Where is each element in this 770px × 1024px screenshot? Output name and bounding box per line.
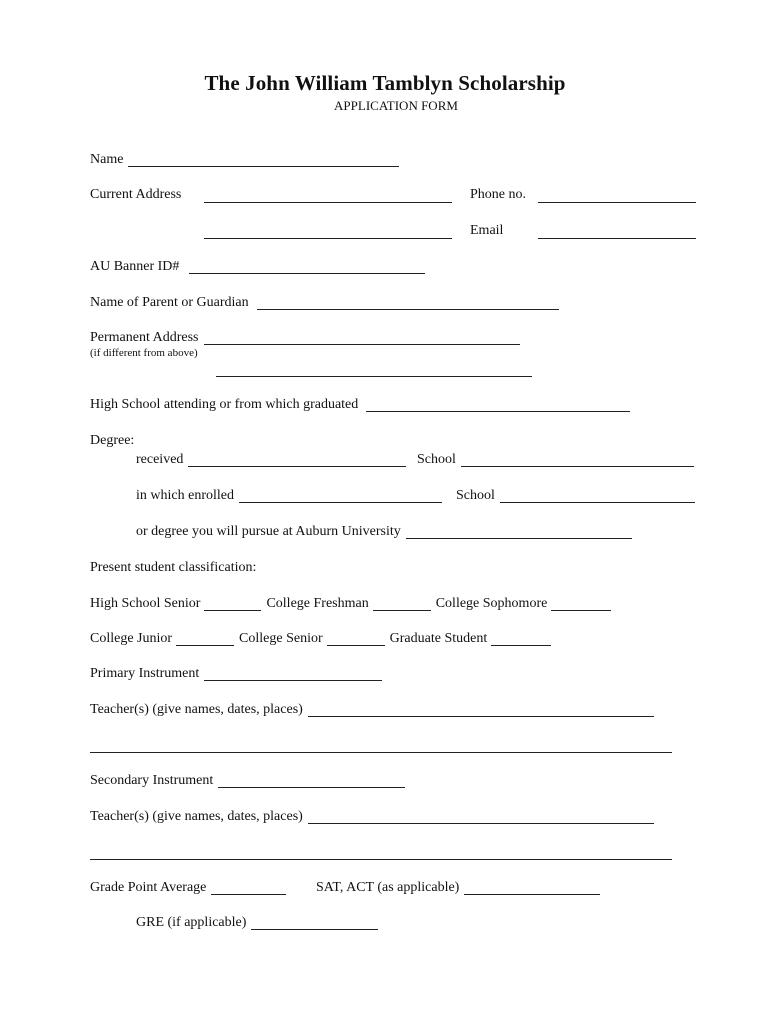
degree-pursue-row [136, 523, 632, 541]
degree-received-label: received [136, 452, 184, 467]
college-sophomore-field[interactable] [551, 597, 611, 611]
college-sophomore-label: College Sophomore [435, 596, 548, 611]
name-label: Name [90, 152, 124, 167]
permanent-address-label: Permanent Address [90, 330, 199, 345]
secondary-instrument-label: Secondary Instrument [90, 773, 214, 788]
primary-instrument-row [90, 665, 382, 683]
classification-label: Present student classification: [90, 560, 257, 575]
permanent-address-field-2[interactable] [216, 363, 532, 377]
school-1-row [417, 451, 694, 469]
hs-senior-label: High School Senior [90, 596, 201, 611]
form-title: The John William Tamblyn Scholarship [204, 71, 566, 95]
teachers-1-label: Teacher(s) (give names, dates, places) [90, 702, 303, 717]
name-row [90, 151, 399, 169]
college-freshman-field[interactable] [373, 597, 431, 611]
classification-row [90, 559, 256, 577]
graduate-student-field[interactable] [491, 632, 551, 646]
degree-label: Degree: [90, 433, 135, 448]
teachers-2-row [90, 808, 654, 826]
parent-guardian-row [90, 294, 559, 312]
degree-pursue-label: or degree you will pursue at Auburn University [136, 524, 401, 539]
degree-row [90, 432, 134, 450]
high-school-row [90, 396, 630, 414]
school-2-row [456, 487, 695, 505]
college-junior-field[interactable] [176, 632, 234, 646]
college-senior-field[interactable] [327, 632, 385, 646]
primary-instrument-field[interactable] [204, 667, 382, 681]
sat-act-row [316, 879, 600, 897]
hs-senior-field[interactable] [204, 597, 261, 611]
college-freshman-label: College Freshman [266, 596, 369, 611]
degree-received-field[interactable] [188, 453, 406, 467]
classification-options-row-1 [90, 595, 611, 613]
high-school-field[interactable] [366, 398, 630, 412]
secondary-instrument-field[interactable] [218, 774, 405, 788]
teachers-1-field[interactable] [308, 703, 654, 717]
permanent-address-note: (if different from above) [90, 347, 198, 359]
classification-options-row-2 [90, 630, 551, 648]
form-subtitle: APPLICATION FORM [334, 98, 458, 113]
email-row [470, 222, 503, 240]
school-2-field[interactable] [500, 489, 695, 503]
current-address-label: Current Address [90, 187, 182, 202]
degree-received-row [136, 451, 406, 469]
gre-row [136, 914, 378, 932]
degree-enrolled-row [136, 487, 442, 505]
teachers-2-label: Teacher(s) (give names, dates, places) [90, 809, 303, 824]
gre-field[interactable] [251, 916, 378, 930]
degree-enrolled-label: in which enrolled [136, 488, 234, 503]
phone-row [470, 186, 526, 204]
gpa-row [90, 879, 286, 897]
school-2-label: School [456, 488, 495, 503]
college-junior-label: College Junior [90, 631, 173, 646]
teachers-1-row [90, 701, 654, 719]
high-school-label: High School attending or from which graduated [90, 397, 359, 412]
gpa-field[interactable] [211, 881, 286, 895]
gre-label: GRE (if applicable) [136, 915, 247, 930]
gpa-label: Grade Point Average [90, 880, 207, 895]
teachers-1-field-2[interactable] [90, 739, 672, 753]
degree-pursue-field[interactable] [406, 525, 632, 539]
phone-label: Phone no. [470, 187, 526, 202]
email-field[interactable] [538, 225, 696, 239]
name-field[interactable] [128, 153, 399, 167]
sat-act-field[interactable] [464, 881, 600, 895]
permanent-address-row [90, 329, 520, 347]
sat-act-label: SAT, ACT (as applicable) [316, 880, 460, 895]
banner-id-row [90, 258, 425, 276]
parent-guardian-field[interactable] [257, 296, 559, 310]
teachers-2-field-2[interactable] [90, 846, 672, 860]
parent-guardian-label: Name of Parent or Guardian [90, 295, 249, 310]
current-address-row [90, 186, 181, 204]
email-label: Email [470, 223, 504, 238]
graduate-student-label: Graduate Student [389, 631, 488, 646]
current-address-field-1[interactable] [204, 189, 452, 203]
school-1-field[interactable] [461, 453, 694, 467]
banner-id-label: AU Banner ID# [90, 259, 180, 274]
college-senior-label: College Senior [239, 631, 323, 646]
permanent-address-field-1[interactable] [204, 331, 520, 345]
primary-instrument-label: Primary Instrument [90, 666, 200, 681]
phone-field[interactable] [538, 189, 696, 203]
school-1-label: School [417, 452, 456, 467]
banner-id-field[interactable] [189, 260, 425, 274]
secondary-instrument-row [90, 772, 405, 790]
current-address-field-2[interactable] [204, 225, 452, 239]
teachers-2-field[interactable] [308, 810, 654, 824]
degree-enrolled-field[interactable] [239, 489, 442, 503]
